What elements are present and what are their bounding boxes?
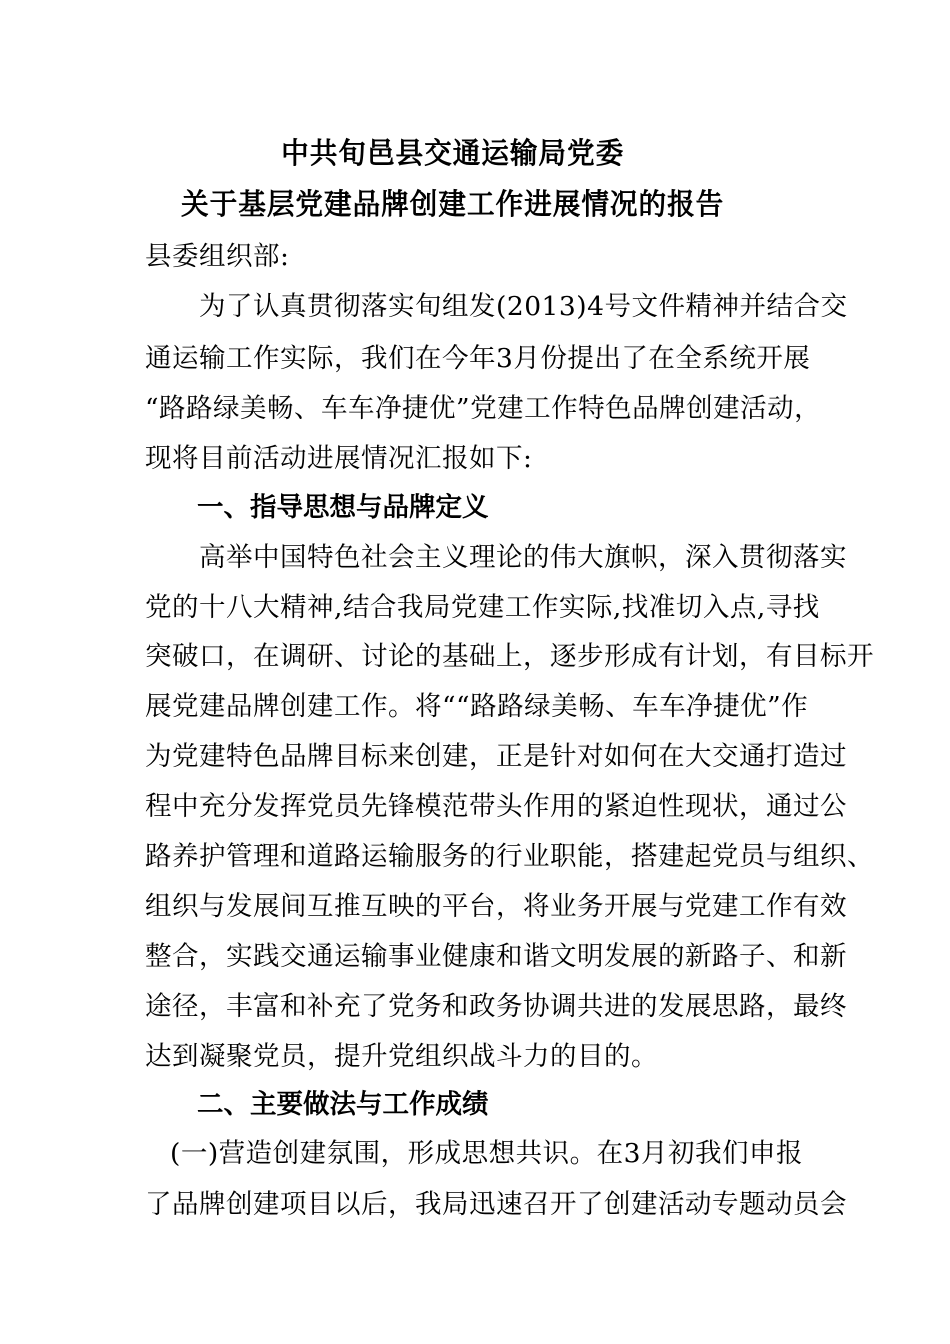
section-1-line: 途径，丰富和补充了党务和政务协调共进的发展思路，最终 [145, 991, 847, 1022]
section-1-line: 整合，实践交通运输事业健康和谐文明发展的新路子、和新 [145, 941, 847, 972]
section-1-line: 程中充分发挥党员先锋模范带头作用的紧迫性现状，通过公 [145, 791, 847, 822]
section-2-heading: 二、主要做法与工作成绩 [197, 1089, 489, 1120]
section-1-line: 为党建特色品牌目标来创建，正是针对如何在大交通打造过 [145, 741, 847, 772]
section-1-line: 达到凝聚党员，提升党组织战斗力的目的。 [145, 1041, 658, 1072]
intro-line: 为了认真贯彻落实旬组发(2013)4号文件精神并结合交 [199, 291, 848, 322]
intro-line: “路路绿美畅、车车净捷优”党建工作特色品牌创建活动， [145, 393, 822, 424]
section-1-heading: 一、指导思想与品牌定义 [197, 492, 489, 523]
title-line-1: 中共旬邑县交通运输局党委 [281, 136, 625, 170]
title-line-2: 关于基层党建品牌创建工作进展情况的报告 [181, 187, 725, 221]
section-1-line: 突破口，在调研、讨论的基础上，逐步形成有计划，有目标开 [145, 641, 874, 672]
section-2-line: 了品牌创建项目以后，我局迅速召开了创建活动专题动员会 [145, 1189, 847, 1220]
recipient: 县委组织部: [145, 241, 290, 272]
section-1-line: 高举中国特色社会主义理论的伟大旗帜，深入贯彻落实 [199, 542, 847, 573]
section-1-line: 党的十八大精神,结合我局党建工作实际,找准切入点,寻找 [145, 592, 820, 623]
intro-line: 现将目前活动进展情况汇报如下: [145, 443, 533, 474]
section-1-line: 路养护管理和道路运输服务的行业职能，搭建起党员与组织、 [145, 841, 874, 872]
section-1-line: 组织与发展间互推互映的平台，将业务开展与党建工作有效 [145, 891, 847, 922]
intro-line: 通运输工作实际，我们在今年3月份提出了在全系统开展 [145, 343, 811, 374]
section-2-line: (一)营造创建氛围，形成思想共识。在3月初我们申报 [170, 1138, 804, 1169]
section-1-line: 展党建品牌创建工作。将““路路绿美畅、车车净捷优”作 [145, 691, 809, 722]
